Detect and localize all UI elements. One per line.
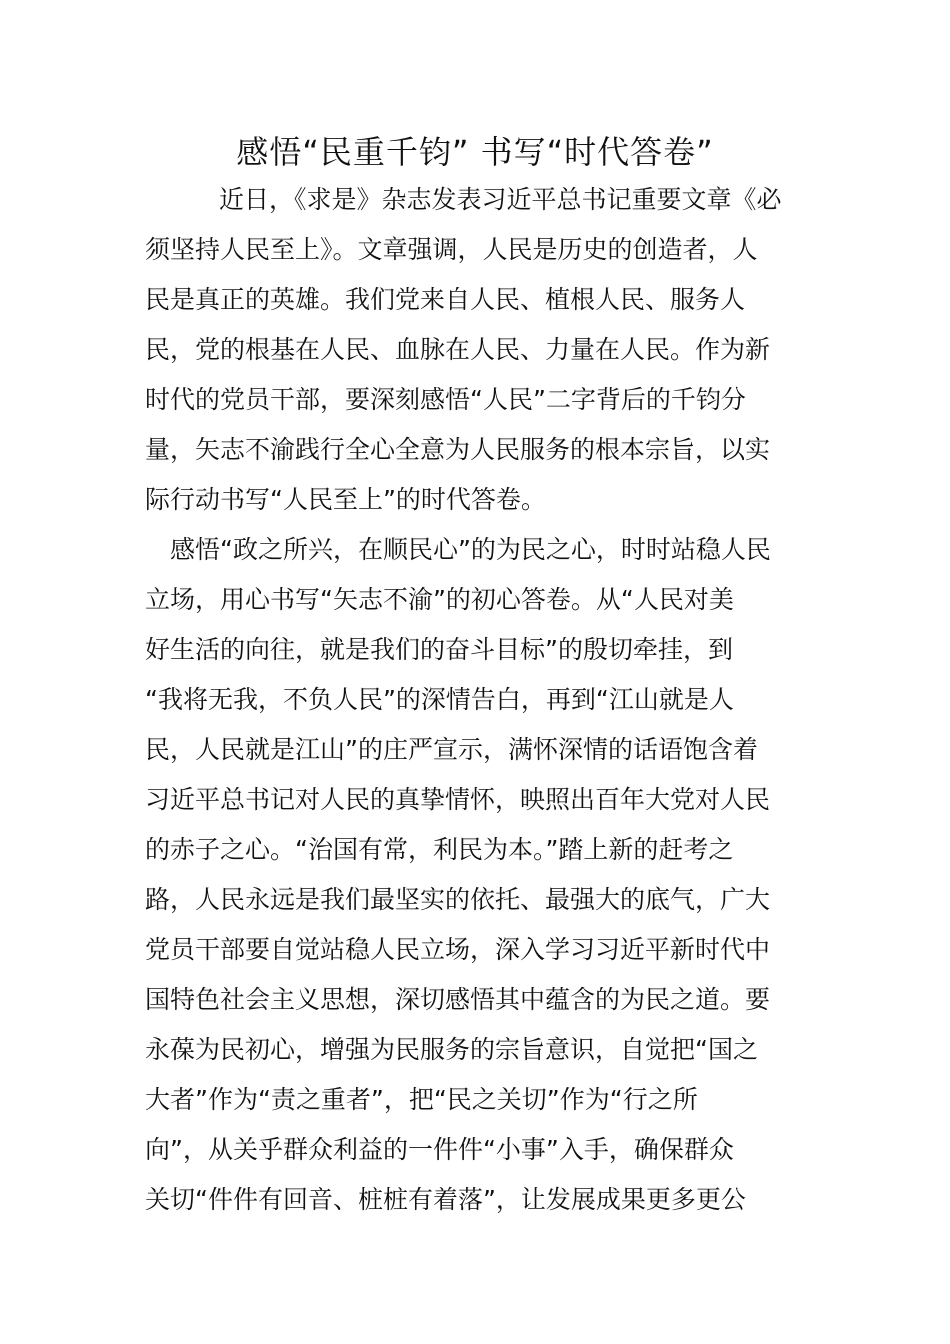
paragraph-line: 时代的党员干部，要深刻感悟“人民”二字背后的千钧分: [145, 385, 746, 414]
paragraph-line: 关切“件件有回音、桩桩有着落”，让发展成果更多更公: [145, 1185, 746, 1214]
paragraph-line: 感悟“政之所兴，在顺民心”的为民之心，时时站稳人民: [170, 535, 771, 564]
paragraph-line: 立场，用心书写“矢志不渝”的初心答卷。从“人民对美: [145, 585, 734, 614]
paragraph-line: 际行动书写“人民至上”的时代答卷。: [145, 485, 546, 514]
paragraph-line: “我将无我，不负人民”的深情告白，再到“江山就是人: [145, 685, 734, 714]
paragraph-line: 大者”作为“责之重者”，把“民之关切”作为“行之所: [145, 1085, 698, 1114]
paragraph-line: 好生活的向往，就是我们的奋斗目标”的殷切牵挂，到: [145, 635, 733, 664]
paragraph-line: 民是真正的英雄。我们党来自人民、植根人民、服务人: [145, 285, 746, 314]
paragraph-line: 民，人民就是江山”的庄严宣示，满怀深情的话语饱含着: [145, 735, 758, 764]
paragraph-line: 党员干部要自觉站稳人民立场，深入学习习近平新时代中: [145, 935, 771, 964]
paragraph-line: 国特色社会主义思想，深切感悟其中蕴含的为民之道。要: [145, 985, 771, 1014]
paragraph-line: 向”，从关乎群众利益的一件件“小事”入手，确保群众: [145, 1135, 734, 1164]
document-title: 感悟“民重千钧” 书写“时代答卷”: [236, 133, 714, 171]
paragraph-line: 永葆为民初心，增强为民服务的宗旨意识，自觉把“国之: [145, 1035, 758, 1064]
paragraph-line: 路，人民永远是我们最坚实的依托、最强大的底气，广大: [145, 885, 771, 914]
paragraph-line: 近日，《求是》杂志发表习近平总书记重要文章《必: [219, 185, 782, 214]
paragraph-line: 量，矢志不渝践行全心全意为人民服务的根本宗旨，以实: [145, 435, 771, 464]
paragraph-line: 民，党的根基在人民、血脉在人民、力量在人民。作为新: [145, 335, 771, 364]
paragraph-line: 习近平总书记对人民的真挚情怀，映照出百年大党对人民: [145, 785, 771, 814]
paragraph-line: 的赤子之心。“治国有常，利民为本。”踏上新的赶考之: [145, 835, 734, 864]
paragraph-line: 须坚持人民至上》。文章强调，人民是历史的创造者，人: [145, 235, 758, 264]
